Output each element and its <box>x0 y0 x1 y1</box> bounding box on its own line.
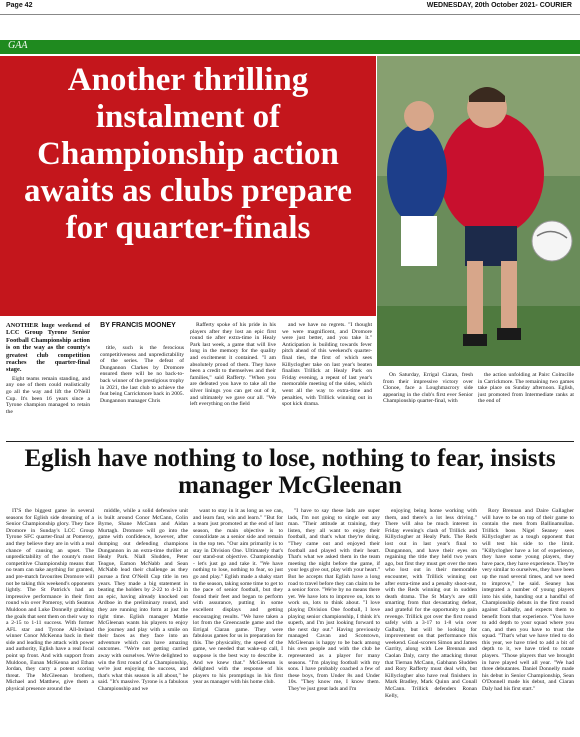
article1-col3-text: Rafferty spoke of his pride in his players after they lost an epic first round tie after extra-time in Healy Park last week, a game that will live long in the memory for the quality and excitement it contained. "I am absolutely proud of them. They have been a credit to themselves and their families," said Rafferty. "When you are defeated you have to take all the silver linings you can get out of it, and ultimately we gave our all. "We left everything on the field <box>190 322 276 408</box>
article2-col6 <box>482 508 574 733</box>
article2-headline: Eglish have nothing to lose, nothing to fear, insists manager McGleenan <box>24 445 556 499</box>
article1-col2-text: title, such is the ferocious competitiveness and unpredictability of the series. The defeat of Dungannon Clarkes by Dromore ensured there will be no back-to-back winner of the prestigious trophy in 2021, the last club to achieve the feat being Carrickmore back in 2005. Dungannon manager Chris <box>100 345 184 404</box>
article2-col3 <box>193 508 283 733</box>
article1-col6-text: the action unfolding at Pairc Colmcille in Carrickmore. The remaining two games take place on Sunday afternoon. Eglish, just promoted from Intermediate ranks at the end of <box>478 372 574 405</box>
article2-col5 <box>385 508 477 733</box>
match-photo-illustration <box>377 56 580 366</box>
article2-col5-text: enjoying being home working with them, and there's a lot less driving." There will also be much interest in Friday evening's clash of Trillick and Killyclogher at Healy Park. The Reds lost out in last year's final to Dungannon, and have their eyes on regaining the title they held two years ago, but first they must get over the men who lost out in their memorable encounter, with Trillick winning out after extra-time and a penalty shoot-out, with the Reds winning out in sudden death drama. The St Mary's are still smarting from that devastating defeat, and grateful for the opportunity to gain revenge. Trillick got over the first round safely with a 3-17 to 1-8 win over Galbally, but will be looking for improvement on that performance this weekend. Goal-scorers Simon and James Garrity, along with Lee Brennan and Caolan Daly, carry the attacking threat that Tiernan McCann, Gabhann Sludden and Rory Rafferty must deal with, but Killyclogher also have real finishers in Mark Bradley, Mark Quinn and Conall McCann. Trillick defenders Ronan Kelly, <box>385 508 477 699</box>
article2-col6-text: Rory Brennan and Daire Gallagher will have to be on top of their game to contain the men from Ballinamullan. Trillick boss Nigel Seaney sees Killyclogher as a tough opponent that will test his side to the limit. "Killyclogher have a lot of experience, they have some young players, they have pace, they have experience. They're very similar to ourselves, they have been up the road several times, and we need to improve," he said. Seaney has integrated a number of young players into his side, handing out a handful of Championship debuts in the first round against Galbally, and expects them to benefit from that experience. "You have to add depth to your squad where you can, and then you have to trust the squad. "That's what we have tried to do this year, we have tried to add a bit of depth to it, we have tried to rotate players. "Those players that we brought in have played well all year. "We had three debutantes. Daniel Donnelly made his debut in Senior Championship, Sean O'Donnell made his debut, and Ciaran Daly had his first start." <box>482 508 574 693</box>
article2-col1 <box>6 508 94 733</box>
article1-col5 <box>383 372 473 437</box>
article2-col4-text: "I have to say these lads are super lads, I'm not going to single out any man. "Their attitude at training, they listen, they all want to enjoy their football, and that's what they're doing. "They came out and enjoyed their football and played with their heart. That's what we asked them in the team meeting the night before the game, if your legs give out, play with your heart." But he accepts that Eglish have a long road to travel before they can claim to be a senior force. "We're by no means there yet. We have lots to improve on, lots to work on, lots to think about. "I love playing Division One football, I love playing senior championship, I think it's superb, and I'm just looking forward to the next day out." Having previously managed Cavan and Scotstown, McGleenan is happy to be back among his own people and with the club he represented as a player for many seasons. "I'm playing football with my sons. I have probably coached a few of these boys, from Under 8s and Under 10s. "They know me, I know them. They've just great lads and I'm <box>288 508 380 693</box>
article1-col1-text: Eight teams remain standing, and any one of them could realistically go all the way and lift the O'Neill Cup. It's been 16 years since a Tyrone champion managed to retain the <box>6 375 90 415</box>
article2-col2-text: middle, while a solid defensive unit is built around Conor McCann, Colin Byrne, Shane McCann and Aidan Murtagh. Dromore will go into the game with confidence, however, after dumping out defending champions Dungannon in an extra-time thriller at Healy Park. Niall Sludden, Peter Teague, Eamon McNabb and Sean McNabb lead their challenge as they pursue a first O'Neill Cup title in ten years. They made a big statement in beating the holders by 2-22 to 4-12 in an epic, having already knocked out Ardboe in the preliminary round, and they are running into form at just the right time. Eglish manager Mattie McGleenan wants his players to enjoy the journey and play with a smile on their faces as they face into an adventure which can have amazing outcomes. "We're not getting carried away with ourselves. We're delighted to win the first round of a Championship, we're just enjoying the success, and that's what this season is all about," he said. "It's massive. Tyrone is a fabulous Championship and we <box>98 508 188 693</box>
article1-col6 <box>478 372 574 437</box>
article1-col5-text: On Saturday, Errigal Ciaran, fresh from their impressive victory over Clonoe, face a Loughmacrory side appearing in the club's first ever Senior Championship quarter-final, with <box>383 372 473 405</box>
dateline: WEDNESDAY, 20th October 2021- COURIER <box>426 2 572 9</box>
headline-box <box>0 56 376 316</box>
section-label: GAA <box>8 40 28 51</box>
article1-headline: Another thrilling instalment of Championship action awaits as clubs prepare for quarter-finals <box>24 62 352 246</box>
article1-byline: BY FRANCIS MOONEY <box>100 322 176 329</box>
article2-col2 <box>98 508 188 733</box>
match-photo <box>377 56 580 366</box>
page-number: Page 42 <box>6 2 33 9</box>
article1-col4-text: and we have no regrets. "I thought we were magnificent, and Dromore were just better, and you take it." Anticipation is building towards fever pitch ahead of this weekend's quarter-final ties, the first of which sees Killyclogher take on last year's beaten finalists Trillick at Healy Park on Friday evening, a repeat of last year's memorable meeting of the sides, which went all the way to extra-time and penalties, with Trillick winning out in spot kick drama. <box>282 322 372 408</box>
masthead <box>0 0 580 15</box>
article2-col3-text: want to stay in it as long as we can, and learn fast, win and learn." "But for a team just promoted at the end of last season, the main objective is to consolidate as a senior side and remain in the top ten. "Our aim primarily is to stay in Division One. Ultimately that's our stand-out objective. Championship - let's just go and take it. "We have nothing to lose, nothing to fear, so just go and play." Eglish made a shaky start to the season, taking some time to get to the pace of senior football, but they found their feet and began to perform with assurance, putting in some excellent displays and getting encouraging results. "We have taken a lot from the Greencastle game and the Errigal Ciaran game. They were fabulous games for us in preparation for this. The physicality, the speed of the game, we needed that wake-up call, I suppose is the best way to describe it. And we knew that." McGleenan is delighted with the response of his players to his promptings in his first year as manager with his home club. <box>193 508 283 686</box>
section-divider <box>6 441 574 442</box>
article2-col4 <box>288 508 380 733</box>
article1-intro <box>6 322 90 437</box>
article1-col2 <box>100 345 184 437</box>
section-bar <box>0 40 580 54</box>
article1-col4 <box>282 322 372 437</box>
article1-intro-lead: ANOTHER huge weekend of LCC Group Tyrone Senior Football Championship action is on the way as the county's greatest club competition reaches the quarter-final stage. <box>6 322 90 374</box>
article1-col3 <box>190 322 276 437</box>
article2-col1-text: IT'S the biggest game in several seasons for Eglish side dreaming of a Senior Championship glory. They face Dromore in Sunday's LCC Group Tyrone SFC quarter-final at Pomeroy, and they believe they are in with a real chance of causing an upset. The unpredictability of the county's most competitive Championship means that no team can take anything for granted, and pre-match favourites Dromore will not be taking this weekend's opponents lightly. The St Patrick's had an impressive performance in their first round win over Pomeroy, with Seamus Muldoon and Luke Donnelly grabbing the goals that sent them on their way to a 2-15 to 1-11 success. With former AFL star and Tyrone All-Ireland winner Conor McKenna back in their side and leading the attack with power and authority, Eglish have a real focal point up front. And with support from Muldoon, Eunan McKenna and Ethan Jordan, they carry a potent scoring threat. The McGleenan brothers, Michael and Matthew, give them a physical presence around the <box>6 508 94 693</box>
